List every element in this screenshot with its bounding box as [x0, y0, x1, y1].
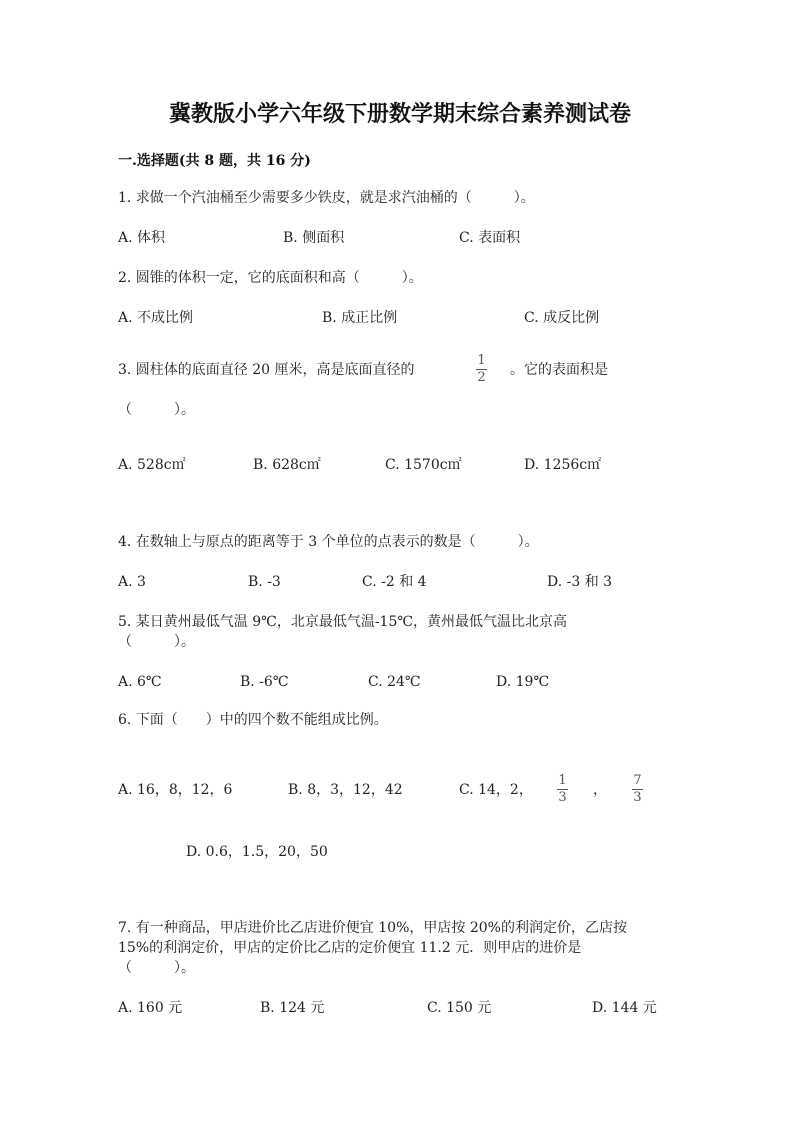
question-2-option-b[interactable]: B. 成正比例	[322, 310, 398, 326]
question-5-option-b[interactable]: B. -6℃	[240, 674, 289, 690]
question-5-option-a[interactable]: A. 6℃	[118, 674, 162, 690]
question-6-option-b[interactable]: B. 8，3，12，42	[288, 782, 403, 798]
fraction-denominator: 2	[477, 370, 486, 385]
question-5-option-c[interactable]: C. 24℃	[368, 674, 421, 690]
question-6-fraction-1	[557, 774, 568, 805]
question-7-text-line2: 15%的利润定价，甲店的定价比乙店的定价便宜 11.2 元．则甲店的进价是	[118, 940, 582, 956]
question-4-option-a[interactable]: A. 3	[118, 574, 146, 590]
question-3-option-a[interactable]: A. 528c㎡	[118, 457, 186, 473]
question-1-text: 1. 求做一个汽油桶至少需要多少铁皮，就是求汽油桶的（ ）。	[118, 190, 535, 206]
question-4-option-d[interactable]: D. -3 和 3	[547, 574, 613, 590]
question-3-option-c[interactable]: C. 1570c㎡	[385, 457, 462, 473]
question-7-option-a[interactable]: A. 160 元	[118, 1000, 183, 1016]
fraction-denominator: 3	[633, 790, 642, 805]
page-title: 冀教版小学六年级下册数学期末综合素养测试卷	[168, 101, 631, 127]
question-5-text: 5. 某日黄州最低气温 9℃，北京最低气温-15℃，黄州最低气温比北京高	[118, 614, 568, 630]
question-7-text: 7. 有一种商品，甲店进价比乙店进价便宜 10%，甲店按 20%的利润定价，乙店按	[118, 920, 627, 936]
question-6-text: 6. 下面（ ）中的四个数不能组成比例。	[118, 712, 388, 728]
question-6-option-a[interactable]: A. 16，8，12，6	[118, 782, 233, 798]
question-3-blank: （ ）。	[118, 402, 195, 418]
question-3-text-cont: 。它的表面积是	[510, 362, 608, 378]
question-7-option-b[interactable]: B. 124 元	[260, 1000, 325, 1016]
question-3-option-b[interactable]: B. 628c㎡	[253, 457, 321, 473]
question-2-option-c[interactable]: C. 成反比例	[524, 310, 600, 326]
question-2-option-a[interactable]: A. 不成比例	[118, 310, 194, 326]
fraction-numerator: 1	[477, 353, 486, 368]
question-4-text: 4. 在数轴上与原点的距离等于 3 个单位的点表示的数是（ ）。	[118, 534, 539, 550]
question-4-option-c[interactable]: C. -2 和 4	[362, 574, 427, 590]
question-7-option-d[interactable]: D. 144 元	[592, 1000, 657, 1016]
question-6-option-d[interactable]: D. 0.6，1.5，20，50	[186, 844, 328, 860]
question-6-fraction-2	[632, 774, 643, 805]
fraction-numerator: 7	[633, 773, 642, 788]
fraction-numerator: 1	[558, 773, 567, 788]
question-1-option-c[interactable]: C. 表面积	[459, 230, 521, 246]
question-5-blank: （ ）。	[118, 634, 195, 650]
section-heading: 一.选择题(共 8 题，共 16 分)	[118, 153, 311, 169]
question-7-option-c[interactable]: C. 150 元	[427, 1000, 492, 1016]
question-6-option-c[interactable]: C. 14，2，	[459, 782, 533, 798]
question-1-option-b[interactable]: B. 侧面积	[283, 230, 345, 246]
question-3-fraction	[476, 354, 487, 385]
question-3-text: 3. 圆柱体的底面直径 20 厘米，高是底面直径的	[118, 362, 415, 378]
question-2-text: 2. 圆锥的体积一定，它的底面积和高（ ）。	[118, 270, 423, 286]
question-5-option-d[interactable]: D. 19℃	[496, 674, 550, 690]
question-1-option-a[interactable]: A. 体积	[118, 230, 166, 246]
question-7-blank: （ ）。	[118, 960, 195, 976]
question-6-separator: ，	[593, 782, 607, 798]
fraction-denominator: 3	[558, 790, 567, 805]
question-4-option-b[interactable]: B. -3	[248, 574, 281, 590]
question-3-option-d[interactable]: D. 1256c㎡	[524, 457, 602, 473]
